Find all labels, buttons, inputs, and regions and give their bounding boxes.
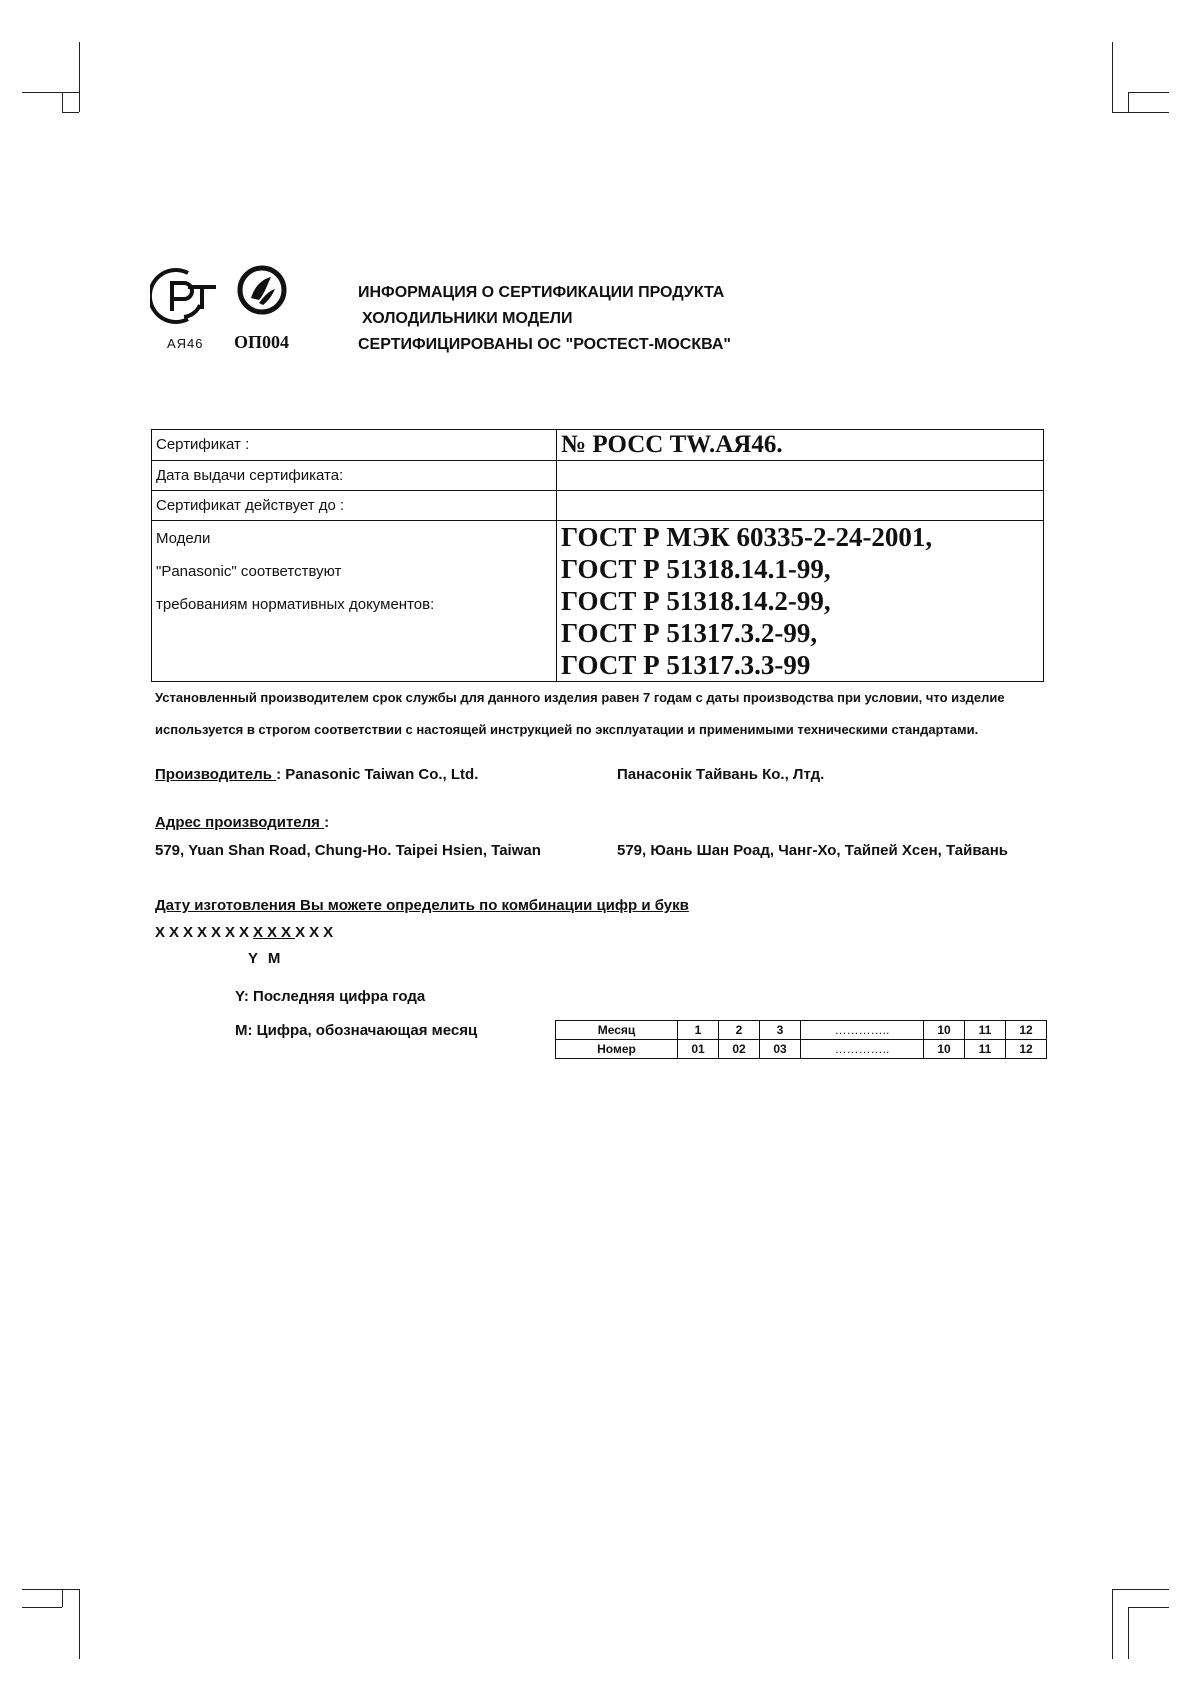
table-cell: 11	[965, 1021, 1006, 1040]
crop-mark	[1128, 92, 1129, 112]
code-date-digits: XXX	[253, 924, 296, 941]
table-cell: …………..	[801, 1040, 924, 1059]
standard-item: ГОСТ Р 51318.14.1-99,	[561, 554, 831, 584]
certificate-number: № РОСС TW.АЯ46.	[557, 430, 1044, 461]
table-row	[152, 491, 1044, 521]
standard-item: ГОСТ Р 51317.3.2-99,	[561, 618, 818, 648]
certificate-table	[151, 429, 1044, 682]
crop-mark	[79, 42, 80, 112]
table-cell: 11	[965, 1040, 1006, 1059]
table-row	[556, 1040, 1047, 1059]
standard-item: ГОСТ Р МЭК 60335-2-24-2001,	[561, 522, 933, 552]
address-colon: :	[324, 814, 330, 831]
table-cell: 3	[760, 1021, 801, 1040]
crop-mark	[62, 1589, 63, 1607]
crop-mark	[22, 1589, 79, 1590]
table-cell: 1	[678, 1021, 719, 1040]
op-code: ОП004	[234, 332, 290, 352]
crop-mark	[1112, 112, 1169, 113]
number-header: Номер	[556, 1040, 678, 1059]
crop-mark	[1128, 1607, 1129, 1659]
table-row	[152, 430, 1044, 461]
address-title	[155, 814, 329, 831]
certificate-label: Сертификат :	[152, 430, 557, 461]
op-certification-logo	[237, 265, 287, 315]
crop-mark	[62, 112, 79, 113]
service-life-line: Установленный производителем срок службы для данного изделия равен 7 годам с даты производства при условии, что изделие	[155, 690, 1005, 705]
address-ru: 579, Юань Шан Роад, Чанг-Хо, Тайпей Хсен, Тайвань	[617, 842, 1008, 859]
service-life-line: используется в строгом соответствии с настоящей инструкцией по эксплуатации и применимыми техническими стандартами.	[155, 722, 979, 737]
table-cell: 02	[719, 1040, 760, 1059]
crop-mark	[22, 1607, 62, 1608]
valid-until-value	[557, 491, 1044, 521]
table-cell: 10	[924, 1040, 965, 1059]
header-line: СЕРТИФИЦИРОВАНЫ ОС "РОСТЕСТ-МОСКВА"	[358, 336, 731, 353]
table-cell: 03	[760, 1040, 801, 1059]
document-header	[358, 280, 731, 358]
date-code-title: Дату изготовления Вы можете определить по комбинации цифр и букв	[155, 897, 689, 914]
table-cell: …………..	[801, 1021, 924, 1040]
manufacturer-en	[155, 766, 478, 783]
crop-mark	[79, 1589, 80, 1659]
crop-mark	[1112, 42, 1113, 112]
models-label: Модели	[156, 530, 211, 547]
table-row	[152, 461, 1044, 491]
table-cell: 2	[719, 1021, 760, 1040]
models-label: требованиям нормативных документов:	[156, 596, 435, 613]
legend-year: Y: Последняя цифра года	[235, 988, 426, 1005]
manufacturer-label: Производитель	[155, 766, 277, 783]
models-label-cell	[152, 521, 557, 682]
manufacturer-name-en: Panasonic Taiwan Co., Ltd.	[285, 766, 479, 783]
month-header: Месяц	[556, 1021, 678, 1040]
service-life-note	[155, 682, 1055, 746]
standard-item: ГОСТ Р 51317.3.3-99	[561, 650, 811, 680]
issue-date-value	[557, 461, 1044, 491]
crop-mark	[1112, 1589, 1169, 1590]
month-code-table	[555, 1020, 1047, 1059]
crop-mark	[1128, 1607, 1169, 1608]
manufacturer-colon: :	[276, 766, 286, 783]
address-label: Адрес производителя	[155, 814, 325, 831]
serial-code-pattern	[155, 924, 337, 941]
table-cell: 01	[678, 1040, 719, 1059]
table-cell: 12	[1006, 1040, 1047, 1059]
header-line: ИНФОРМАЦИЯ О СЕРТИФИКАЦИИ ПРОДУКТА	[358, 284, 725, 301]
table-cell: 10	[924, 1021, 965, 1040]
crop-mark	[1112, 1589, 1113, 1659]
header-line: ХОЛОДИЛЬНИКИ МОДЕЛИ	[362, 310, 573, 327]
rst-certification-logo	[150, 265, 218, 327]
rst-code: АЯ46	[167, 336, 204, 351]
manufacturer-name-ru: Панасонік Тайвань Ко., Лтд.	[617, 766, 825, 783]
standards-cell	[557, 521, 1044, 682]
legend-month: M: Цифра, обозначающая месяц	[235, 1022, 478, 1039]
table-row	[556, 1021, 1047, 1040]
year-month-marker: Y M	[248, 950, 284, 967]
crop-mark	[62, 92, 63, 112]
table-row	[152, 521, 1044, 682]
code-prefix: XXXXXXX	[155, 924, 254, 941]
standard-item: ГОСТ Р 51318.14.2-99,	[561, 586, 831, 616]
address-en: 579, Yuan Shan Road, Chung-Ho. Taipei Hsien, Taiwan	[155, 842, 541, 859]
code-suffix: XXX	[295, 924, 338, 941]
issue-date-label: Дата выдачи сертификата:	[152, 461, 557, 491]
models-label: "Panasonic" соответствуют	[156, 563, 342, 580]
crop-mark	[22, 92, 79, 93]
valid-until-label: Сертификат действует до :	[152, 491, 557, 521]
table-cell: 12	[1006, 1021, 1047, 1040]
crop-mark	[1128, 92, 1169, 93]
